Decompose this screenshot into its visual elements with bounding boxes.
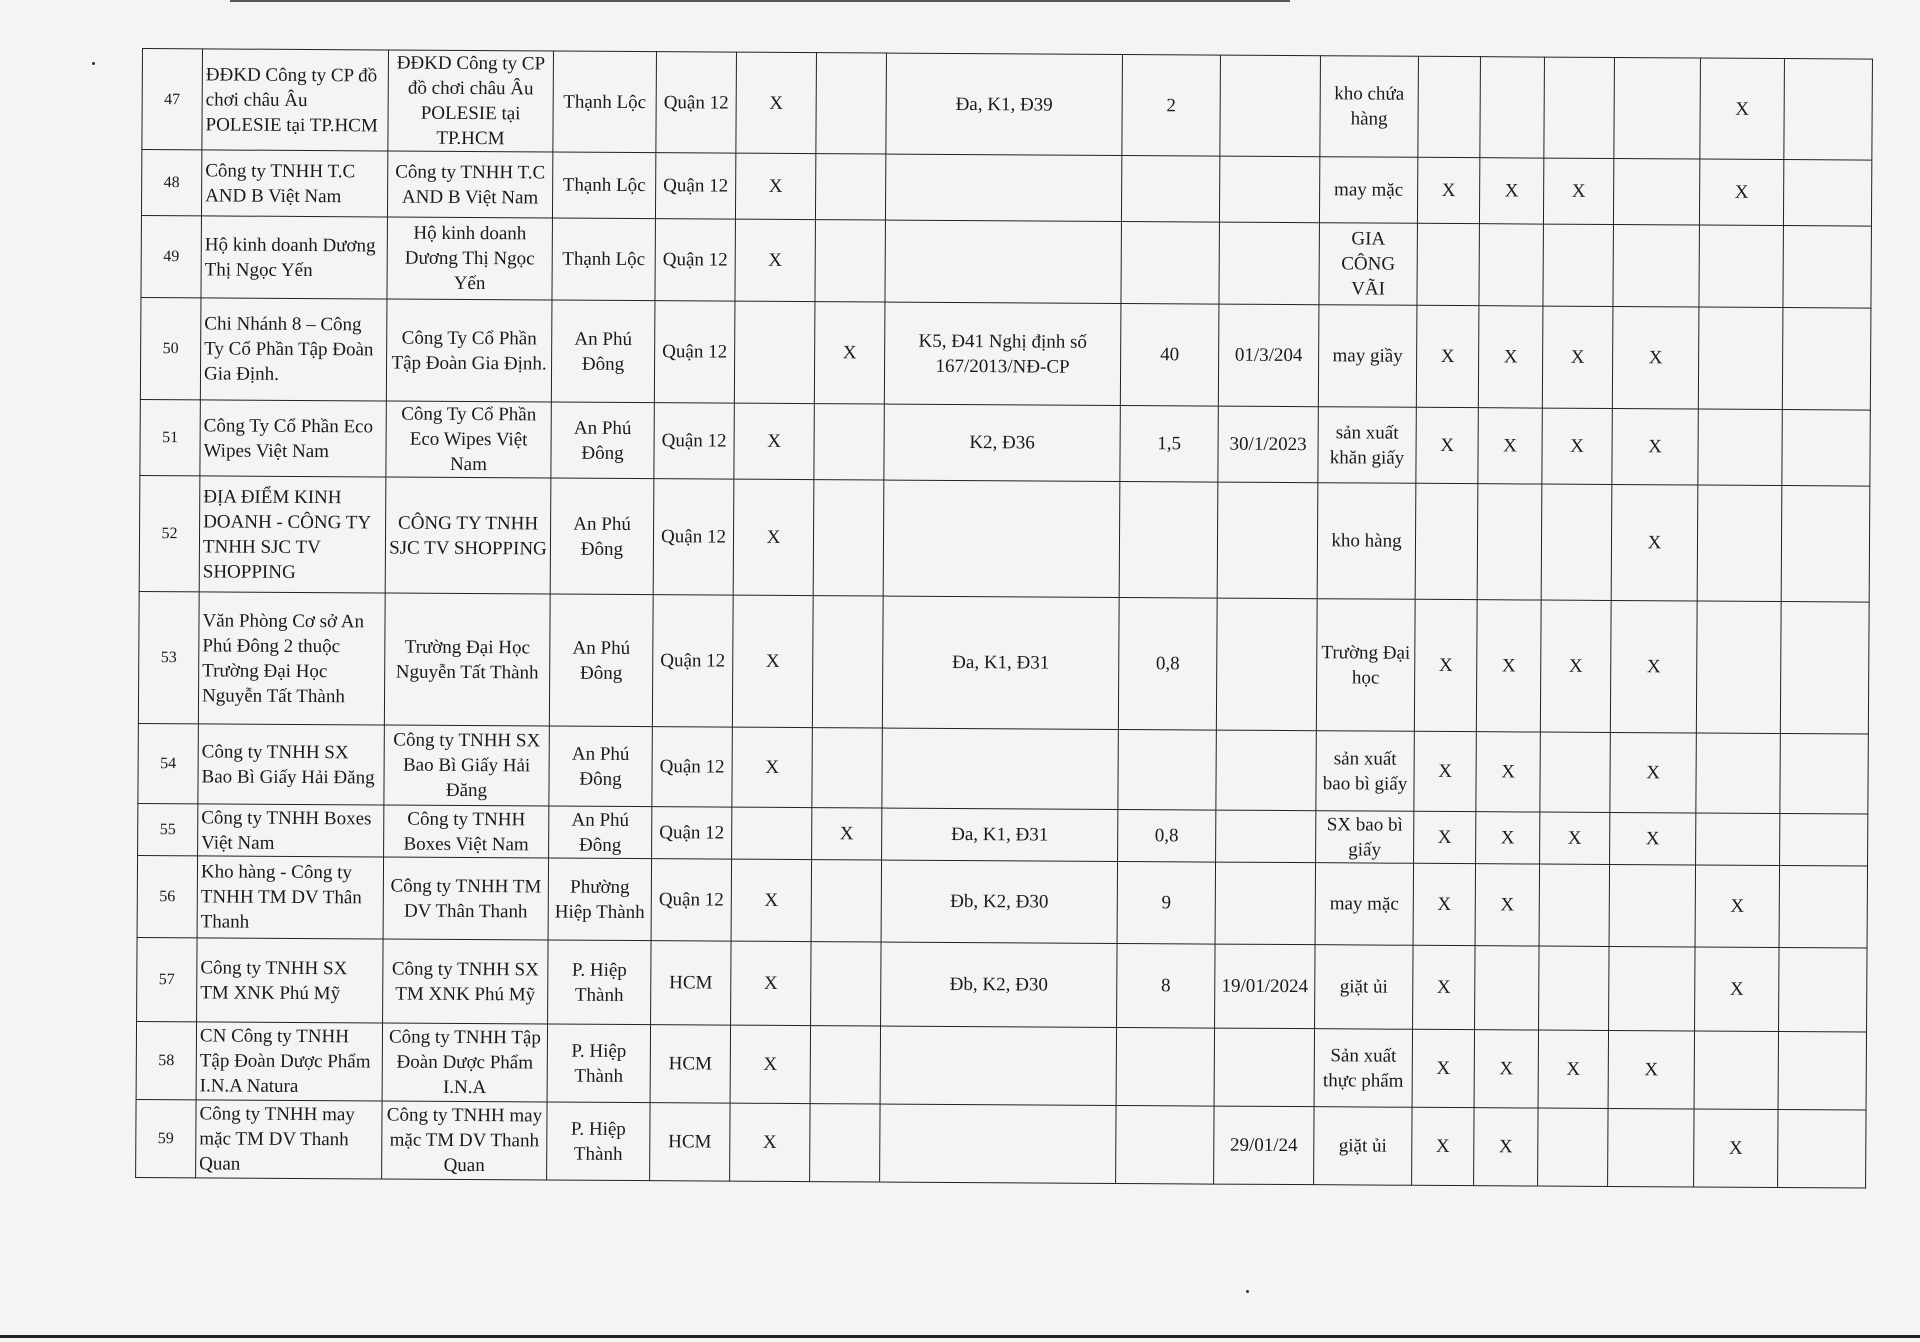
ward-cell: Thạnh Lộc bbox=[552, 218, 655, 301]
mark-cell: X bbox=[1412, 1107, 1474, 1185]
owner-name-cell: Hộ kinh doanh Dương Thị Ngọc Yến bbox=[387, 217, 552, 300]
activity-cell: may mặc bbox=[1315, 863, 1413, 946]
mark-cell: X bbox=[1476, 812, 1540, 864]
mark-cell: X bbox=[731, 941, 812, 1025]
facility-name-cell: Hộ kinh doanh Dương Thị Ngọc Yến bbox=[201, 216, 387, 299]
date-cell bbox=[1214, 1028, 1314, 1107]
mark-cell: X bbox=[730, 1025, 810, 1103]
mark-cell bbox=[1779, 948, 1868, 1033]
mark-cell bbox=[1417, 223, 1479, 305]
district-cell: Quận 12 bbox=[655, 153, 735, 219]
activity-cell: may giầy bbox=[1318, 305, 1417, 408]
stt-cell: 59 bbox=[136, 1099, 196, 1177]
activity-cell: may mặc bbox=[1319, 157, 1417, 224]
mark-cell bbox=[815, 220, 885, 302]
scan-edge-top bbox=[230, 0, 1290, 2]
mark-cell bbox=[816, 53, 887, 154]
mark-cell bbox=[732, 807, 812, 859]
mark-cell: X bbox=[1413, 945, 1476, 1029]
mark-cell: X bbox=[1612, 408, 1698, 485]
activity-cell: SX bao bì giấy bbox=[1316, 811, 1414, 864]
date-cell bbox=[1219, 156, 1319, 223]
owner-name-cell: Trường Đại Học Nguyễn Tất Thành bbox=[384, 593, 550, 726]
facility-name-cell: Công Ty Cổ Phần Eco Wipes Việt Nam bbox=[200, 400, 386, 477]
mark-cell bbox=[1539, 864, 1609, 946]
mark-cell: X bbox=[1699, 159, 1783, 226]
mark-cell bbox=[814, 404, 884, 480]
mark-cell bbox=[1780, 734, 1868, 815]
mark-cell bbox=[810, 1026, 880, 1104]
date-cell bbox=[1219, 222, 1319, 305]
mark-cell: X bbox=[1612, 306, 1699, 409]
mark-cell bbox=[1609, 864, 1695, 947]
activity-cell: Sản xuất thực phẩm bbox=[1314, 1029, 1412, 1108]
stt-cell: 50 bbox=[140, 297, 201, 399]
quantity-cell: 0,8 bbox=[1118, 809, 1216, 862]
ward-cell: An Phú Đông bbox=[551, 402, 654, 479]
mark-cell: X bbox=[814, 302, 885, 404]
mark-cell: X bbox=[1414, 811, 1476, 863]
stt-cell: 53 bbox=[138, 591, 199, 723]
quantity-cell: 2 bbox=[1122, 54, 1221, 156]
date-cell bbox=[1215, 862, 1315, 945]
facility-name-cell: Công ty TNHH may mặc TM DV Thanh Quan bbox=[196, 1100, 382, 1179]
facility-name-cell: Công ty TNHH SX Bao Bì Giấy Hải Đăng bbox=[198, 724, 384, 805]
owner-name-cell: Công ty TNHH T.C AND B Việt Nam bbox=[387, 151, 552, 218]
quantity-cell: 40 bbox=[1120, 303, 1219, 406]
table-row bbox=[139, 475, 1870, 602]
table-row bbox=[142, 49, 1873, 161]
stt-cell: 49 bbox=[141, 215, 201, 297]
mark-cell: X bbox=[1695, 865, 1779, 948]
ward-cell: An Phú Đông bbox=[550, 478, 654, 595]
mark-cell: X bbox=[1474, 1030, 1538, 1108]
mark-cell bbox=[1781, 486, 1870, 603]
table-row bbox=[141, 150, 1871, 227]
mark-cell: X bbox=[1542, 408, 1612, 484]
mark-cell: X bbox=[1416, 407, 1478, 483]
district-cell: Quận 12 bbox=[654, 403, 734, 479]
facility-name-cell: Công ty TNHH T.C AND B Việt Nam bbox=[201, 150, 387, 217]
mark-cell bbox=[1696, 733, 1780, 814]
activity-cell: kho chứa hàng bbox=[1320, 56, 1419, 158]
mark-cell: X bbox=[731, 859, 811, 941]
mark-cell bbox=[1608, 1108, 1694, 1187]
mark-cell bbox=[1613, 224, 1699, 307]
mark-cell: X bbox=[1700, 58, 1785, 160]
quantity-cell: 8 bbox=[1117, 943, 1216, 1028]
stt-cell: 54 bbox=[138, 723, 198, 803]
ward-cell: Thạnh Lộc bbox=[553, 51, 657, 153]
date-cell bbox=[1216, 730, 1316, 811]
mark-cell bbox=[1782, 308, 1871, 411]
mark-cell: X bbox=[1610, 732, 1696, 813]
mark-cell bbox=[815, 154, 885, 220]
mark-cell bbox=[1544, 57, 1615, 158]
mark-cell: X bbox=[1610, 600, 1697, 733]
mark-cell bbox=[1541, 484, 1612, 600]
mark-cell: X bbox=[1478, 408, 1542, 484]
table-row bbox=[138, 723, 1868, 814]
legal-basis-cell: K5, Đ41 Nghị định số 167/2013/NĐ-CP bbox=[884, 302, 1121, 405]
mark-cell: X bbox=[1476, 732, 1540, 812]
mark-cell: X bbox=[730, 1103, 810, 1181]
mark-cell: X bbox=[1476, 600, 1541, 732]
mark-cell: X bbox=[1611, 484, 1698, 601]
facility-name-cell: Chi Nhánh 8 – Công Ty Cổ Phần Tập Đoàn Gia Định. bbox=[200, 298, 387, 401]
mark-cell bbox=[1699, 225, 1783, 308]
quantity-cell bbox=[1116, 1027, 1214, 1106]
ward-cell: An Phú Đông bbox=[549, 594, 653, 727]
quantity-cell bbox=[1118, 729, 1216, 810]
mark-cell: X bbox=[1414, 599, 1477, 731]
mark-cell bbox=[1477, 484, 1542, 600]
mark-cell bbox=[1782, 410, 1870, 487]
mark-cell: X bbox=[1608, 1030, 1694, 1109]
mark-cell: X bbox=[1479, 158, 1543, 224]
legal-basis-cell bbox=[880, 1104, 1116, 1183]
mark-cell bbox=[1613, 158, 1699, 225]
date-cell bbox=[1217, 482, 1318, 599]
stt-cell: 48 bbox=[141, 150, 201, 216]
facility-name-cell: Kho hàng - Công ty TNHH TM DV Thân Thanh bbox=[197, 856, 383, 939]
mark-cell bbox=[1783, 160, 1871, 227]
owner-name-cell: Công ty TNHH TM DV Thân Thanh bbox=[383, 857, 548, 940]
mark-cell bbox=[1694, 1031, 1778, 1110]
mark-cell: X bbox=[735, 153, 815, 219]
quantity-cell: 1,5 bbox=[1120, 405, 1218, 482]
mark-cell bbox=[1778, 1032, 1866, 1111]
legal-basis-cell: Đa, K1, Đ31 bbox=[882, 808, 1118, 861]
legal-basis-cell bbox=[883, 480, 1120, 597]
owner-name-cell: Công ty TNHH Boxes Việt Nam bbox=[384, 805, 549, 858]
district-cell: HCM bbox=[651, 941, 732, 1025]
facility-name-cell: Văn Phòng Cơ sở An Phú Đông 2 thuộc Trường Đại Học Nguyễn Tất Thành bbox=[198, 592, 385, 725]
table-row bbox=[138, 591, 1869, 734]
mark-cell: X bbox=[733, 479, 814, 595]
quantity-cell: 9 bbox=[1117, 861, 1215, 944]
owner-name-cell: CÔNG TY TNHH SJC TV SHOPPING bbox=[385, 477, 551, 594]
scan-speck bbox=[1246, 1290, 1249, 1293]
ward-cell: P. Hiệp Thành bbox=[547, 1102, 650, 1181]
mark-cell: X bbox=[732, 595, 813, 727]
table-row bbox=[137, 855, 1867, 948]
mark-cell bbox=[811, 860, 881, 942]
legal-basis-cell: Đa, K1, Đ31 bbox=[882, 596, 1119, 729]
scan-speck bbox=[92, 62, 95, 65]
mark-cell: X bbox=[1538, 1030, 1608, 1108]
mark-cell bbox=[1698, 409, 1782, 486]
ward-cell: P. Hiệp Thành bbox=[548, 940, 652, 1025]
ward-cell: Thạnh Lộc bbox=[552, 152, 655, 219]
mark-cell bbox=[812, 728, 882, 808]
mark-cell bbox=[1778, 1110, 1866, 1189]
table-row bbox=[140, 399, 1870, 486]
mark-cell bbox=[1415, 483, 1478, 599]
ward-cell: An Phú Đông bbox=[549, 806, 652, 859]
mark-cell bbox=[1543, 224, 1613, 306]
mark-cell: X bbox=[736, 52, 817, 153]
table-row bbox=[140, 297, 1871, 410]
quantity-cell bbox=[1121, 221, 1219, 304]
mark-cell: X bbox=[1416, 305, 1479, 407]
scan-edge-bottom bbox=[0, 1335, 1920, 1338]
date-cell: 30/1/2023 bbox=[1218, 406, 1318, 483]
stt-cell: 47 bbox=[142, 49, 203, 150]
activity-cell: giặt ủi bbox=[1315, 945, 1414, 1030]
mark-cell bbox=[1696, 813, 1780, 866]
mark-cell bbox=[1609, 946, 1696, 1031]
mark-cell: X bbox=[1542, 306, 1613, 408]
owner-name-cell: Công Ty Cổ Phần Eco Wipes Việt Nam bbox=[386, 401, 551, 478]
mark-cell: X bbox=[1543, 158, 1613, 224]
legal-basis-cell: Đa, K1, Đ39 bbox=[886, 53, 1123, 155]
activity-cell: sản xuất bao bì giấy bbox=[1316, 731, 1414, 812]
legal-basis-cell bbox=[885, 154, 1121, 221]
mark-cell bbox=[1479, 224, 1543, 306]
district-cell: Quận 12 bbox=[651, 859, 731, 941]
mark-cell bbox=[1784, 59, 1873, 161]
activity-cell: Trường Đại học bbox=[1316, 599, 1415, 732]
mark-cell bbox=[1783, 226, 1871, 309]
district-cell: Quận 12 bbox=[652, 595, 733, 727]
mark-cell: X bbox=[1540, 600, 1611, 732]
district-cell: Quận 12 bbox=[652, 727, 732, 807]
owner-name-cell: Công ty TNHH SX TM XNK Phú Mỹ bbox=[383, 939, 549, 1024]
quantity-cell bbox=[1121, 155, 1219, 222]
quantity-cell bbox=[1119, 481, 1218, 598]
date-cell: 19/01/2024 bbox=[1215, 944, 1316, 1029]
stt-cell: 52 bbox=[139, 475, 200, 591]
facility-name-cell: Công ty TNHH Boxes Việt Nam bbox=[198, 804, 384, 857]
mark-cell: X bbox=[735, 219, 815, 301]
facility-name-cell: CN Công ty TNHH Tập Đoàn Dược Phẩm I.N.A Natura bbox=[196, 1022, 382, 1101]
activity-cell: giặt ủi bbox=[1314, 1107, 1412, 1186]
date-cell bbox=[1216, 810, 1316, 863]
date-cell: 29/01/24 bbox=[1214, 1106, 1314, 1185]
activity-cell: kho hàng bbox=[1317, 483, 1416, 600]
stt-cell: 58 bbox=[136, 1021, 196, 1099]
mark-cell bbox=[1696, 601, 1781, 734]
mark-cell bbox=[1614, 57, 1701, 159]
district-cell: HCM bbox=[650, 1103, 730, 1181]
mark-cell bbox=[813, 480, 884, 596]
mark-cell: X bbox=[1610, 812, 1696, 865]
district-cell: HCM bbox=[650, 1025, 730, 1103]
mark-cell bbox=[1538, 1108, 1608, 1186]
table-body bbox=[136, 49, 1873, 1189]
owner-name-cell: Công Ty Cổ Phần Tập Đoàn Gia Định. bbox=[386, 299, 552, 402]
stt-cell: 55 bbox=[138, 803, 198, 855]
mark-cell bbox=[1698, 307, 1783, 410]
mark-cell: X bbox=[1475, 864, 1539, 946]
owner-name-cell: Công ty TNHH may mặc TM DV Thanh Quan bbox=[382, 1101, 547, 1180]
quantity-cell: 0,8 bbox=[1118, 597, 1217, 730]
table-row bbox=[136, 1021, 1866, 1110]
mark-cell bbox=[1779, 866, 1867, 949]
facility-table bbox=[135, 48, 1873, 1189]
mark-cell bbox=[1539, 946, 1610, 1030]
mark-cell bbox=[1475, 946, 1540, 1030]
mark-cell bbox=[1780, 814, 1868, 867]
owner-name-cell: ĐĐKD Công ty CP đồ chơi châu Âu POLESIE tại TP.HCM bbox=[388, 50, 554, 152]
district-cell: Quận 12 bbox=[654, 301, 735, 403]
district-cell: Quận 12 bbox=[653, 479, 734, 595]
mark-cell: X bbox=[1414, 731, 1476, 811]
stt-cell: 56 bbox=[137, 855, 197, 937]
mark-cell bbox=[1780, 602, 1869, 735]
legal-basis-cell: K2, Đ36 bbox=[884, 404, 1120, 481]
mark-cell bbox=[1540, 732, 1610, 812]
owner-name-cell: Công ty TNHH Tập Đoàn Dược Phẩm I.N.A bbox=[382, 1023, 547, 1102]
mark-cell: X bbox=[1474, 1108, 1538, 1186]
date-cell bbox=[1216, 598, 1317, 731]
legal-basis-cell bbox=[880, 1026, 1116, 1105]
district-cell: Quận 12 bbox=[652, 807, 732, 859]
facility-name-cell: ĐỊA ĐIỂM KINH DOANH - CÔNG TY TNHH SJC TV SHOPPING bbox=[199, 476, 386, 593]
date-cell: 01/3/204 bbox=[1218, 304, 1319, 407]
ward-cell: Phường Hiệp Thành bbox=[548, 858, 651, 941]
mark-cell bbox=[1697, 485, 1782, 602]
activity-cell: sản xuất khăn giấy bbox=[1318, 407, 1416, 484]
legal-basis-cell bbox=[885, 220, 1121, 303]
legal-basis-cell bbox=[882, 728, 1118, 809]
mark-cell: X bbox=[734, 403, 814, 479]
mark-cell: X bbox=[1695, 947, 1780, 1032]
mark-cell: X bbox=[1412, 1029, 1474, 1107]
legal-basis-cell: Đb, K2, Đ30 bbox=[881, 942, 1118, 1027]
mark-cell bbox=[810, 1104, 880, 1182]
stt-cell: 51 bbox=[140, 399, 200, 475]
quantity-cell bbox=[1116, 1105, 1214, 1184]
mark-cell: X bbox=[1417, 157, 1479, 223]
facility-name-cell: Công ty TNHH SX TM XNK Phú Mỹ bbox=[197, 938, 384, 1023]
table-row bbox=[141, 215, 1871, 308]
ward-cell: An Phú Đông bbox=[549, 726, 652, 807]
mark-cell: X bbox=[1540, 812, 1610, 864]
legal-basis-cell: Đb, K2, Đ30 bbox=[881, 860, 1117, 943]
owner-name-cell: Công ty TNHH SX Bao Bì Giấy Hải Đăng bbox=[384, 725, 549, 806]
district-cell: Quận 12 bbox=[656, 52, 737, 153]
activity-cell: GIA CÔNG VÃI bbox=[1319, 223, 1417, 306]
mark-cell bbox=[812, 596, 883, 728]
date-cell bbox=[1220, 55, 1321, 157]
mark-cell bbox=[1418, 56, 1481, 157]
mark-cell bbox=[734, 301, 815, 403]
mark-cell bbox=[1480, 57, 1545, 158]
mark-cell bbox=[811, 942, 882, 1026]
table-row bbox=[137, 937, 1867, 1032]
district-cell: Quận 12 bbox=[655, 219, 735, 301]
mark-cell: X bbox=[812, 808, 882, 860]
facility-name-cell: ĐĐKD Công ty CP đồ chơi châu Âu POLESIE tại TP.HCM bbox=[202, 49, 389, 151]
mark-cell: X bbox=[732, 727, 812, 807]
ward-cell: An Phú Đông bbox=[551, 300, 655, 403]
document-sheet bbox=[135, 48, 1873, 1189]
mark-cell: X bbox=[1413, 863, 1475, 945]
mark-cell: X bbox=[1478, 306, 1543, 408]
table-row bbox=[136, 1099, 1866, 1188]
ward-cell: P. Hiệp Thành bbox=[547, 1024, 650, 1103]
stt-cell: 57 bbox=[137, 937, 198, 1021]
mark-cell: X bbox=[1694, 1109, 1778, 1188]
